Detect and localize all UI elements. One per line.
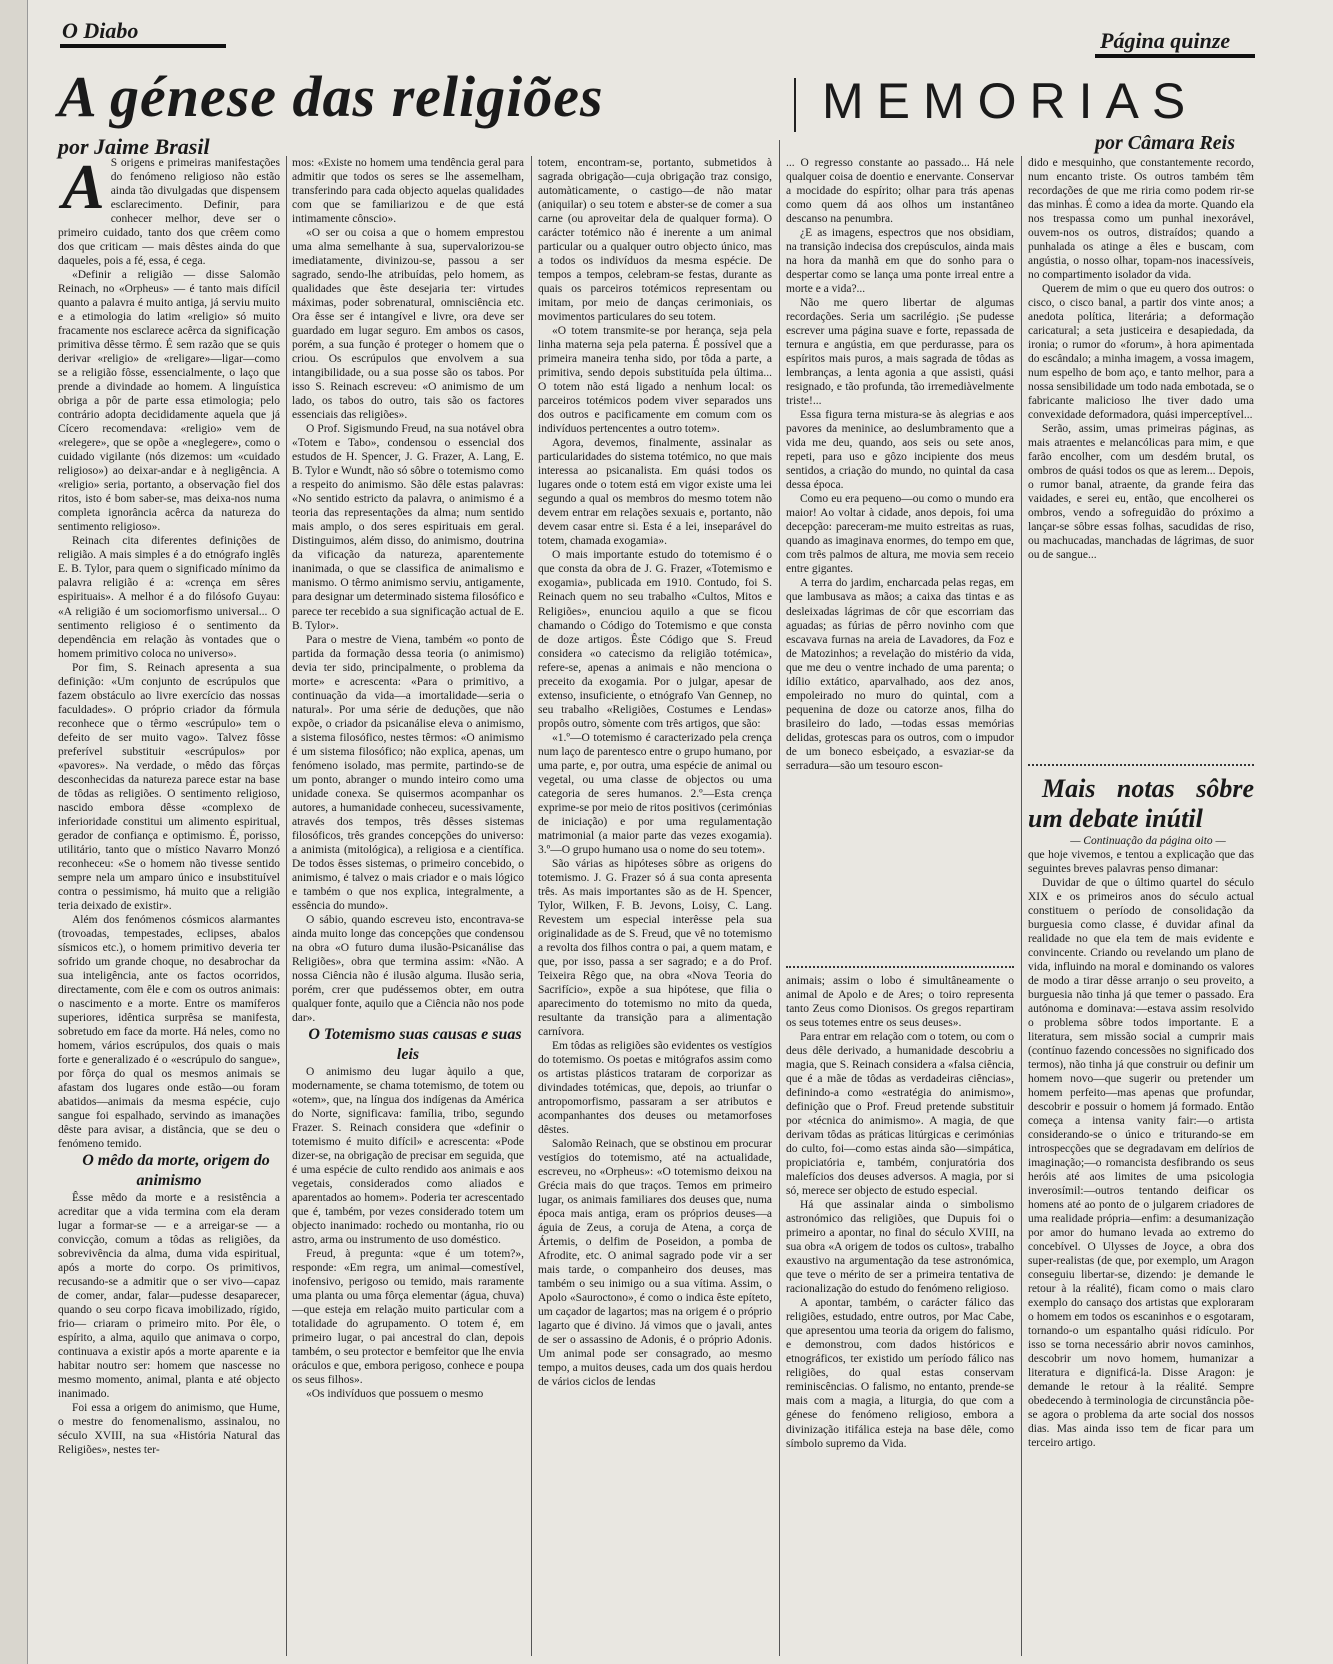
- section-separator: [786, 966, 1014, 968]
- page-edge: [0, 0, 28, 1664]
- column-rule: [779, 140, 780, 1656]
- paragraph: Por fim, S. Reinach apresenta a sua definição: «Um conjunto de escrúpulos que fazem obstáculo ao livre exercício das nossas faculdades». O próprio criador da fórmula reconhece que o têrmo «escrúpulo» tem o defeito de ser muito vago». Talvez fôsse preferível substituir «escrúpulos» por «pavores». Na verdade, o mêdo das fôrças desconhecidas da natureza parece estar na base de tôdas as religiões. O sentimento religioso, nascido embora dêsse «complexo de inferioridade constitui um alimento espiritual, gerador de confiança e optimismo. É, porisso, utilitário, tanto que o místico Navarro Monzó reconheceu: «Se o homem não tivesse sentido sempre nela um amparo único e insubstituível contra o pessimismo, há muito que a religião teria deixado de existir».: [58, 661, 280, 912]
- paragraph: Para entrar em relação com o totem, ou com o deus dêle derivado, a humanidade descobriu a magia, que S. Reinach considera a «falsa ciência, que é a mãe de tôdas as verdadeiras ciências», definindo-a como «estratégia do animismo», definição que o Prof. Freud pretende substituir por «técnica do animismo». A magia, de que derivam tôdas as práticas litúrgicas e cerimónias do culto, foi—como estas ainda são—simpática, propiciatória e, também, conjuratória dos malefícios dos deuses adversos. A magia, por si só, merece ser objecto de estudo especial.: [786, 1031, 1014, 1198]
- paragraph: Não me quero libertar de algumas recordações. Seria um sacrilégio. ¡Se pudesse escrever uma página suave e forte, repassada de ternura e angústia, em que perdurasse, para os espíritos mais puros, a mais sagrada de tôdas as lembranças, a lenta agonia a que assisti, quási resignado, e tão profunda, tão irremediàvelmente triste!...: [786, 297, 1014, 408]
- section-separator: [1028, 764, 1254, 766]
- paragraph: Como eu era pequeno—ou como o mundo era maior! Ao voltar à cidade, anos depois, foi uma decepção: pareceram-me muito estreitas as ruas, quando as imaginava enormes, do tempo em que, com três palmos de altura, me movia sem receio entre gigantes.: [786, 493, 1014, 576]
- masthead-right: Página quinze: [1100, 28, 1231, 53]
- paragraph: Salomão Reinach, que se obstinou em procurar vestígios do totemismo, até na actualidade, escreveu, no «Orpheus»: «O totemismo deixou na Grécia mais do que traços. Temos em primeiro lugar, os animais familiares dos deuses que, numa época mais antiga, eram os próprios deuses—a águia de Zeus, a coruja de Atena, a corça de Ártemis, o delfim de Poseidon, a pomba de Afrodite, etc. O animal sagrado pode vir a ser mais tarde, o companheiro dos deuses, mas também o seu inimigo ou a sua vítima. Assim, o Apolo «Sauroctono», é como o indica êste epíteto, um caçador de lagartos; mas na origem é o próprio lagarto que é divino. Já vimos que o javali, antes de ser o assassino de Adonis, é o próprio Adonis. Um animal pode ser consagrado, ao mesmo tempo, a muitos deuses, cada um dos quais herdou de vários ciclos de lendas: [538, 1138, 772, 1389]
- paragraph: Duvidar de que o último quartel do século XIX e os primeiros anos do século actual constituem o período de consolidação da burguesia como classe, é duvidar afinal da realidade no que ela tem de mais evidente e convincente. Criando ou revelando um plano de vida, influindo na moral e dominando os valores de modo a tirar dêsse arranjo o seu proveito, a burguesia não tinha já que temer o passado. Era autónoma e dominava:—estava assim resolvido o problema sôbre todos importante. E a literatura, sem missão social a cumprir mais (contínuo fazendo concessões no significado dos termos), não tinha já que construir ou definir um homem novo—que sugerir ou pretender um homem perfeito—mas apenas que profundar, descobrir e possuir o homem já formado. Então começa a intensa vanity fair:—o artista considerando-se o único e triturando-se em introspecções que se degradavam em delírios de imaginação;—o romancista desfibrando os seus heróis até aos limites de uma psicologia inverosímil:—outros tentando deificar os homens até ao ponto de o julgarem criadores de uma realidade própria—enfim: a desumanização por amor do humano levada ao extremo do concebível. O Ulysses de Joyce, a obra dos super-realistas (de que, por exemplo, um Aragon conseguiu libertar-se, dizendo: je demande le retour à la réalité), ficam como o mais claro exemplo do cansaço dos artistas que exploraram o homem em todos os escaninhos e o esgotaram, tornando-o um espantalho quási ridículo. Por isso se torna necessário abrir novos caminhos, descobrir um novo homem, humanizar a literatura e dignificá-la. Disse Aragon: je demande le retour à la réalité. Sempre obedecendo à terminologia de circunstância põe-se agora o problema da arte social dos nossos dias. Mas ainda isso tem de ficar para um terceiro artigo.: [1028, 876, 1254, 1450]
- paragraph: O animismo deu lugar àquilo a que, modernamente, se chama totemismo, de totem ou «otem», que, na língua dos indígenas da América do Norte, significava: família, tribo, segundo Frazer. S. Reinach considera que «definir o totemismo é muito difícil» e acrescenta: «Pode dizer-se, na obrigação de precisar em seguida, que é uma espécie de culto rendido aos animais e aos vegetais, considerados como aliados e aparentados ao homem». Poderia ter acrescentado que é, também, por vezes considerado totem um objecto inanimado: rochedo ou montanha, rio ou astro, arma ou instrumento de uso doméstico.: [292, 1065, 524, 1247]
- masthead-rule: [1095, 54, 1255, 58]
- masthead-rule: [60, 44, 226, 48]
- paragraph: Freud, à pregunta: «que é um totem?», responde: «Em regra, um animal—comestível, inofensivo, perigoso ou temido, mais raramente uma planta ou uma fôrça elementar (água, chuva)—que esteja em relação muito particular com a totalidade do agrupamento. O totem é, em primeiro lugar, o pai ancestral do clan, depois também, o seu protector e bemfeitor que lhe envia oráculos e que, embora perigoso, conhece e poupa os seus filhos».: [292, 1248, 524, 1387]
- paragraph: Essa figura terna mistura-se às alegrias e aos pavores da meninice, ao deslumbramento que a vida me deu, quando, aos seis ou sete anos, repeti, para uso e gôzo incipiente dos meus sentidos, a criação do mundo, no quintal da casa dessa época.: [786, 409, 1014, 492]
- column-4-memorias: [786, 156, 1014, 966]
- article-byline-memorias: por Câmara Reis: [1095, 132, 1236, 154]
- column-rule: [531, 156, 532, 1656]
- continuation-note: — Continuação da página oito —: [1070, 834, 1226, 847]
- paragraph: S origens e primeiras manifestações do fenómeno religioso não estão ainda tão divulgadas que dispensem esclarecimento. Definir, para conhecer melhor, deve ser o primeiro cuidado, tanto dos que crêem como dos que criticam — mais dêstes ainda do que daqueles, pois a fé, essa, é cega.: [58, 157, 280, 268]
- subheading: O mêdo da morte, origem do animismo: [82, 1152, 270, 1190]
- paragraph: Para o mestre de Viena, também «o ponto de partida da formação dessa teoria (o animismo) devia ter sido, principalmente, o problema da morte» e acrescenta: «Para o primitivo, a continuação da vida—a imortalidade—seria o natural». Por uma série de deduções, que não expõe, o criador da psicanálise eleva o animismo, a sistema filosófico, nestes têrmos: «O animismo é um sistema filosófico; não explica, apenas, um fenómeno isolado, mas permite, partindo-se de um ponto, abranger o mundo inteiro como uma unidade conexa. Se quisermos acompanhar os autores, a humanidade conheceu, sucessivamente, através dos tempos, três dêsses sistemas filosóficos, três grandes concepções do universo: a animista (mitológica), a religiosa e a científica. De todos êsses sistemas, o primeiro concebido, o animismo, é talvez o mais criador e o mais lógico e também o que nos explica, integralmente, a essência do mundo».: [292, 633, 524, 912]
- paragraph: Há que assinalar ainda o simbolismo astronómico das religiões, que Dupuis foi o primeiro a apontar, no final do século XVIII, na sua obra «A origem de todos os cultos», trabalho exaustivo na argumentação da tese astronómica, que teve o mérito de ser a primeira tentativa de racionalização do estudo do fenómeno religioso.: [786, 1199, 1014, 1296]
- paragraph: Querem de mim o que eu quero dos outros: o cisco, o cisco banal, a partir dos vinte anos; a anedota política, literária; a deformação caricatural; a seta justiceira e desapiedada, da ironia; o rumor do «forum», à hora apimentada do escândalo; a minha imagem, a vossa imagem, num espelho de bom aço, e tanto melhor, para a nossa sensibilidade um todo nada embotada, se o fabricante malicioso lhe tiver dado uma convexidade deformadora, quási imperceptível...: [1028, 283, 1254, 422]
- box-title: Mais notas sôbre um debate inútil: [1028, 774, 1254, 833]
- column-rule: [1021, 156, 1022, 1656]
- paragraph: Serão, assim, umas primeiras páginas, as mais atraentes e melancólicas para mim, e que farão encolher, com um desdém brutal, os ombros de quási todos os que as lerem... Depois, o rumor banal, atraente, da grande feira das vaidades, e serei eu, então, que encolherei os ombros, vendo a sofreguidão do próximo a lançar-se sôbre essas folhas, sacudidas de riso, ou machucadas, manchadas de lágrimas, de suor ou de sangue...: [1028, 423, 1254, 562]
- paragraph: «Os indivíduos que possuem o mesmo: [306, 1388, 484, 1401]
- article-title-memorias: MEMORIAS: [822, 73, 1199, 129]
- paragraph: «Definir a religião — disse Salomão Reinach, no «Orpheus» — é tanto mais difícil quanto a palavra é muito antiga, já serviu muito e a etimologia do latim «religio» só muito fracamente nos esclarece acêrca da significação primitiva dêsse têrmo. É sem razão que se quis derivar «religio» de «religare»—ligar—como se a religião fôsse, essencialmente, o laço que prende a divindade ao homem. A linguística obriga a pôr de parte essa etimologia; pelo contrário adopta decididamente aquela que já Cícero recomendava: «religio» vem de «relegere», que se opõe a «neglegere», como o cuidado vigilante (nós dizemos: um «cuidado religioso») ao deixar-andar e à negligência. A «religio» seria, portanto, a observação fiel dos ritos, isto é bom saber-se, mas deixa-nos numa completa ignorância acêrca da natureza do sentimento religioso».: [58, 269, 280, 534]
- paragraph: O sábio, quando escreveu isto, encontrava-se ainda muito longe das concepções que condensou na obra «O futuro duma ilusão-Psicanálise das Religiões», obra que termina assim: «Não. A nossa Ciência não é ilusão alguma. Ilusão seria, porém, crer que pudéssemos obter, em outra qualquer fonte, aquilo que a Ciência não nos pode dar».: [292, 913, 524, 1024]
- paragraph: Em tôdas as religiões são evidentes os vestígios do totemismo. Os poetas e mitógrafos assim como os artistas plásticos trataram de corporizar as divindades totémicas, que, depois, ao triunfar o antropomorfismo, passaram a ser atributos e acompanhantes dos deuses ou metamorfoses dêstes.: [538, 1039, 772, 1137]
- masthead-left: O Diabo: [62, 18, 139, 43]
- paragraph: que hoje vivemos, e tentou a explicação que das seguintes breves palavras penso dimanar:: [1028, 848, 1254, 875]
- paragraph: Além dos fenómenos cósmicos alarmantes (trovoadas, tempestades, eclipses, abalos sísmicos etc.), o homem primitivo deveria ter sofrido um grande choque, no desabrochar da sua inteligência, ante os factos ocorridos, directamente, com êle e com os outros animais: o nascimento e a morte. Entre os mamíferos superiores, idêntica surprêsa se manifesta, sobretudo em face da morte. Há neles, como no homem, vários escrúpulos, dos quais o mais forte e generalizado é o «escrúpulo do sangue», por fôrça do qual os mesmos animais se afastam dos lugares onde estão—ou foram abatidos—animais da mesma espécie, cujo sangue foi espalhado, servindo as imanações dêste para avisar, a distância, que se deu o fenómeno temido.: [58, 913, 280, 1151]
- column-5-memorias: [1028, 156, 1254, 756]
- column-2: [292, 156, 524, 1656]
- paragraph: «O ser ou coisa a que o homem emprestou uma alma semelhante à sua, supervalorizou-se imediatamente, divinizou-se, passou a ser sagrado, sendo-lhe atribuídas, pelo homem, as qualidades que êste desejaria ter: virtudes máximas, poder sobrenatural, omnisciência etc. Ora êsse ser é intangível e livre, ora deve ser guardado em lugar seguro. Em ambos os casos, porém, a sua função é proteger o homem que o criou. Os escrúpulos que envolvem a sua intangibilidade, ou a sua posse são os tabos. Por isso S. Reinach escreveu: «O animismo de um lado, os tabos do outro, tais são os factores essenciais das religiões».: [292, 227, 524, 422]
- paragraph: Agora, devemos, finalmente, assinalar as particularidades do sistema totémico, no que mais interessa ao psicanalista. Em quási todos os lugares onde o totem está em vigor existe uma lei segundo a qual os membros do mesmo totem não devem entrar em relações sexuais e, portanto, não devem casar entre si. Esta é a lei, inseparável do totem, chamada exogamia».: [538, 437, 772, 548]
- article-title: A génese das religiões: [58, 64, 604, 129]
- page-edge-line: [27, 0, 28, 1664]
- column-4-genese: [786, 974, 1014, 1656]
- article-byline: por Jaime Brasil: [58, 134, 210, 159]
- column-3: [538, 156, 772, 1656]
- paragraph: ... O regresso constante ao passado... Há nele qualquer coisa de doentio e enervante. Conservar a mocidade do espírito; olhar para trás apenas como quem dá aos olhos um instantâneo descanso na penumbra.: [786, 157, 1014, 226]
- paragraph: Foi essa a origem do animismo, que Hume, o mestre do fenomenalismo, assinalou, no século XVIII, na sua «História Natural das Religiões», nestes ter-: [58, 1402, 280, 1457]
- paragraph: A apontar, também, o carácter fálico das religiões, estudado, entre outros, por Mac Cabe, que apresentou uma teoria da origem do falismo, e demonstrou, com dados históricos e etnográficos, ter existido um período fálico nas religiões, do qual estas conservam reminiscências. O falismo, no entanto, prende-se mais com a magia, a liturgia, do que com a génese do fenómeno religioso, embora a divinização itifálica esteja na base dêle, como símbolo supremo da Vida.: [786, 1297, 1014, 1450]
- subheading: O Totemismo suas causas e suas leis: [308, 1025, 522, 1063]
- paragraph: A terra do jardim, encharcada pelas regas, em que lambusava as mãos; a caixa das tintas e as desleixadas lágrimas de côr que escorriam das aguadas; as fúrias de pêrro novinho com que escavava furnas na areia de Lavadores, da Foz e de Matozinhos; a revelação do mistério da vida, que me deu o ventre inchado de uma parenta; o idílio extático, aparvalhado, aos dez anos, empoleirado no muro do quintal, com a pequenina de doze ou catorze anos, filha do brasileiro do lado, —todas essas memórias delidas, grotescas para os outros, com o impudor de um boneco esbeiçado, a esvaziar-se da serradura—são um tesouro escon-: [786, 577, 1014, 772]
- column-1: [58, 156, 280, 1656]
- paragraph: O mais importante estudo do totemismo é o que consta da obra de J. G. Frazer, «Totemismo e exogamia», publicada em 1910. Contudo, foi S. Reinach quem no seu trabalho «Cultos, Mitos e Religiões», enunciou aquilo a que se ficou chamando o Código do Totemismo e que consta de doze artigos. Êste Código que S. Freud considera «o catecismo da religião totémica», refere-se, apenas a animais e não menciona o preceito da exogamia. Por o julgar, apesar de extenso, insuficiente, o etnógrafo Van Gennep, no seu trabalho «Religiões, Costumes e Lendas» propôs outro, sòmente com três artigos, que são:: [538, 549, 772, 730]
- paragraph: São várias as hipóteses sôbre as origens do totemismo. J. G. Frazer só á sua conta apresenta três. As mais importantes são as de H. Spencer, Tylor, Wilken, F. B. Jevons, Loisy, C. Lang. Revestem um especial interêsse pela sua originalidade as de S. Freud, que vê no totemismo a revolta dos filhos contra o pai, a quem matam, e que, por isso, passa a ser sagrado; e a do Prof. Teixeira Rêgo que, na obra «Nova Teoria do Sacrifício», expõe a sua hipótese, que filia o aparecimento do totemismo no mito da queda, resultante da transição para a alimentação carnívora.: [538, 857, 772, 1038]
- title-divider: [794, 78, 796, 132]
- paragraph: dido e mesquinho, que constantemente recordo, num encanto triste. Os outros também têm recordações de que me riria como podem rir-se das minhas. É como a idea da morte. Quando ela nos trespassa como um punhal inexorável, ouvem-nos os outros, distraídos; quando a punhalada os atinge a êles e buscam, com angústia, o nosso olhar, topam-nos inacessíveis, no compartimento isolador da vida.: [1028, 157, 1254, 282]
- paragraph: totem, encontram-se, portanto, submetidos à sagrada obrigação—cuja obrigação traz consigo, automàticamente, o castigo—de não matar (aniquilar) o seu totem e abster-se de comer a sua carne (ou aproveitar dela de qualquer forma). O carácter totémico não é inerente a um animal particular ou a qualquer outro objecto único, mas a todos os indivíduos da mesma espécie. De tempos a tempos, celebram-se festas, durante as quais os parceiros totémicos representam ou imitam, por meio de danças cerimoniais, os movimentos particulares do seu totem.: [538, 157, 772, 324]
- drop-cap: A: [62, 156, 105, 222]
- column-rule: [286, 156, 287, 1656]
- paragraph: O Prof. Sigismundo Freud, na sua notável obra «Totem e Tabo», condensou o essencial dos estudos de H. Spencer, J. G. Frazer, A. Lang, E. B. Tylor e Wundt, não só sôbre o totemismo como a respeito do animismo. São dêle estas palavras: «No sentido estricto da palavra, o animismo é a teoria das representações da alma; num sentido mais amplo, o dos seres espirituais em geral. Distinguimos, além disso, do animismo, doutrina da vificação da natureza, aparentemente inanimada, o que se classifica de animalismo e manismo. O têrmo animismo serviu, antigamente, para designar um determinado sistema filosófico e parece ter recebido a sua significação actual de E. B. Tylor».: [292, 423, 524, 632]
- paragraph: mos: «Existe no homem uma tendência geral para admitir que todos os seres se lhe assemelham, transferindo para cada objecto aquelas qualidades com que se familiarizou e de que está intimamente cônscio».: [292, 157, 524, 226]
- paragraph: Reinach cita diferentes definições de religião. A mais simples é a do etnógrafo inglês E. B. Tylor, para quem o significado mínimo da palavra religião é a: «crença em sêres espirituais». A melhor é a do filósofo Guyau: «A religião é um sociomorfismo universal... O sentimento religioso é o sentimento da dependência em relação às vontades que o homem primitivo coloca no universo».: [58, 535, 280, 660]
- column-5-debate: [1028, 774, 1254, 1656]
- paragraph: Êsse mêdo da morte e a resistência a acreditar que a vida termina com ela deram lugar a formar-se — e a arreigar-se — a convicção, comum a tôdas as religiões, da sobrevivência da alma, duma vida espiritual, após a morte do corpo. Os primitivos, recusando-se a admitir que o ser vivo—capaz de comer, andar, falar—pudesse desaparecer, quando o seu corpo ficava imobilizado, rígido, frio— criaram o primeiro mito. Por êle, o espírito, a alma, aquilo que animava o corpo, continuava a existir após a morte aparente e ia habitar noutro ser: homem que nascesse no mesmo momento, animal, planta e até objecto inanimado.: [58, 1192, 280, 1401]
- paragraph: «O totem transmite-se por herança, seja pela linha materna seja pela paterna. É possível que a primeira maneira tenha sido, por tôda a parte, a primitiva, sendo depois substituída pela última... O totem não está ligado a nenhum local: os parceiros totémicos podem viver separados uns dos outros e pacificamente em comum com os indivíduos pertencentes a outro totem».: [538, 325, 772, 436]
- paragraph: «1.º—O totemismo é caracterizado pela crença num laço de parentesco entre o grupo humano, por uma parte, e, por outra, uma espécie de animal ou vegetal, ou uma classe de objectos ou uma categoria de seres humanos. 2.º—Esta crença exprime-se por meio de ritos positivos (cerimónias de iniciação) e por uma regulamentação matrimonial (a maior parte das vezes exogamia). 3.º—O grupo humano usa o nome do seu totem».: [538, 731, 772, 856]
- paragraph: ¿E as imagens, espectros que nos obsidiam, na transição indecisa dos crepúsculos, ainda mais na hora da manhã em que do sonho para o despertar como se lança uma ponte irreal entre a morte e a vida?...: [786, 227, 1014, 296]
- paragraph: animais; assim o lobo é simultâneamente o animal de Apolo e de Ares; o toiro representa tanto Zeus como Dionisos. Os gregos repartiram os seus totemes entre os seus deuses».: [786, 975, 1014, 1030]
